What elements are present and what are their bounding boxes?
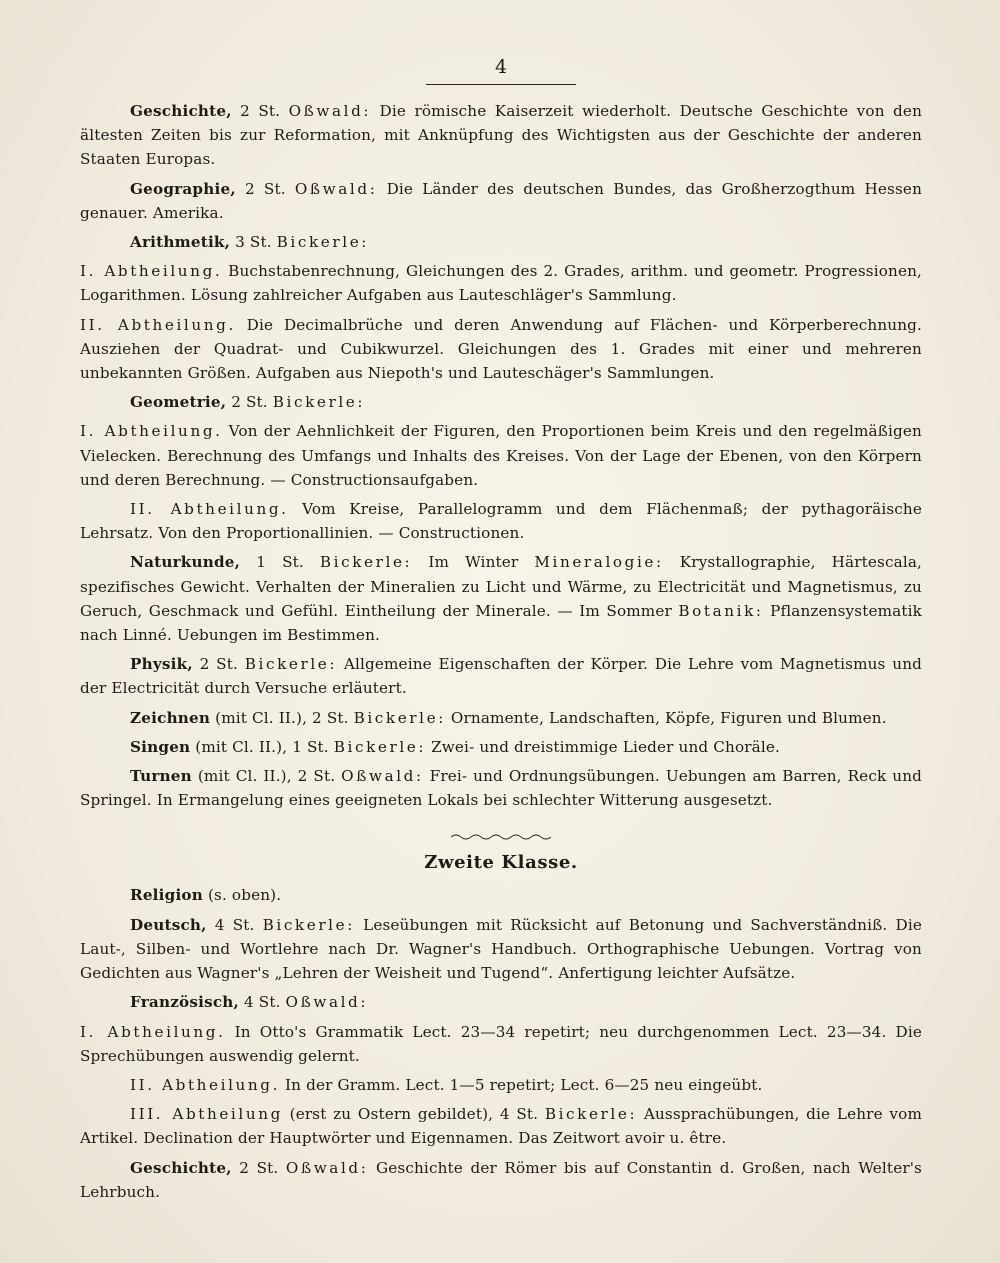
spaced-name: Bickerle: [319, 553, 413, 572]
paragraph-text: 2 St. [226, 393, 273, 412]
division-label: I. Abtheilung. [80, 262, 223, 281]
paragraph [80, 652, 922, 700]
paragraph-text: Geschichte der Römer bis auf Constantin d. Großen, nach Welter's Lehrbuch. [80, 1158, 923, 1201]
subject-heading: Physik, [130, 655, 193, 674]
subject-heading: Religion [130, 886, 203, 905]
section-divider-ornament [451, 826, 551, 834]
paragraph-text: In der Gramm. Lect. 1—5 repetirt; Lect. 6—25 neu eingeübt. [280, 1075, 763, 1094]
spaced-name: Bickerle: [333, 737, 427, 756]
paragraph-text: 4 St. [239, 993, 286, 1012]
paragraph [80, 497, 922, 545]
paragraph-text: Pflanzensystematik nach Linné. Uebungen im Bestimmen. [80, 601, 922, 645]
spaced-name: Oßwald: [288, 102, 372, 120]
paragraph [80, 1073, 922, 1097]
subject-heading: Turnen [130, 767, 192, 786]
paragraph-text: 2 St. [192, 655, 245, 674]
paragraph-text: (erst zu Ostern gebildet), 4 St. [282, 1105, 545, 1124]
section-heading: Zweite Klasse. [424, 852, 578, 874]
spaced-name: Bickerle: [353, 708, 446, 727]
paragraph [80, 230, 922, 254]
paragraph-text: Ornamente, Landschaften, Köpfe, Figuren und Blumen. [445, 708, 887, 727]
spaced-name: Bickerle: [262, 915, 355, 934]
paragraph-text: 3 St. [230, 233, 277, 252]
paragraph [80, 259, 922, 307]
paragraph [80, 913, 922, 986]
spaced-name: Bickerle: [244, 655, 338, 674]
paragraph-text: Aussprachübungen, die Lehre vom Artikel. Declination der Hauptwörter und Eigennamen. Das Zeitwort avoir u. être. [80, 1105, 923, 1148]
paragraph-text: Vom Kreise, Parallelogramm und dem Flächenmaß; der pythagoräische Lehrsatz. Von den Proportionallinien. — Constructionen. [80, 500, 923, 543]
paragraph [80, 735, 922, 759]
paragraph-text: Frei- und Ordnungsübungen. Uebungen am Barren, Reck und Springel. In Ermangelung eines geeigneten Lokals bei schlechter Witterung ausgesetzt. [80, 767, 923, 810]
spaced-name: Oßwald: [285, 993, 369, 1012]
paragraph-text: Buchstabenrechnung, Gleichungen des 2. Grades, arithm. und geometr. Progressionen, Logarithmen. Lösung zahlreicher Aufgaben aus Lauteschläger's Sammlung. [80, 262, 922, 305]
paragraph-text: Leseübungen mit Rücksicht auf Betonung und Sachverständniß. Die Laut-, Silben- und Wortlehre nach Dr. Wagner's Handbuch. Orthographische Uebungen. Vortrag von Gedichten aus Wagner's „Lehren der Weisheit und Tugend“. Anfertigung leichter Aufsätze. [80, 915, 922, 983]
paragraph-text: (mit Cl. II.), 2 St. [191, 767, 342, 786]
paragraph [80, 419, 922, 492]
paragraph [80, 990, 922, 1014]
paragraph [80, 1156, 922, 1204]
subject-heading: Naturkunde, [130, 553, 241, 572]
paragraph [80, 1020, 922, 1068]
spaced-name: Bickerle: [276, 233, 370, 252]
paragraph-text: 1 St. [240, 553, 320, 572]
subject-heading: Französisch, [130, 993, 240, 1012]
subject-heading: Geometrie, [130, 393, 227, 412]
page-body [80, 99, 922, 1204]
paragraph-text: (mit Cl. II.), 2 St. [210, 708, 354, 727]
subject-heading: Singen [130, 737, 191, 756]
subject-heading: Arithmetik, [130, 233, 231, 252]
subject-heading: Deutsch, [130, 915, 207, 934]
paragraph-text: Die römische Kaiserzeit wiederholt. Deutsche Geschichte von den ältesten Zeiten bis zur Reformation, mit Anknüpfung des Wichtigsten aus der Geschichte der anderen Staaten Europas. [80, 102, 922, 169]
paragraph [80, 390, 922, 414]
paragraph-text: (mit Cl. II.), 1 St. [190, 737, 334, 756]
paragraph-text: 2 St. [231, 102, 289, 120]
spaced-name: Botanik: [678, 601, 764, 620]
paragraph-text: 4 St. [206, 915, 263, 934]
subject-heading: Zeichnen [130, 708, 211, 727]
subject-heading: Geschichte, [130, 102, 232, 120]
subject-heading: Geographie, [130, 179, 236, 198]
division-label: II. Abtheilung. [130, 500, 289, 519]
division-label: II. Abtheilung. [80, 315, 236, 334]
spaced-name: Oßwald: [294, 179, 378, 198]
spaced-name: Oßwald: [341, 767, 424, 786]
paragraph [80, 550, 922, 647]
paragraph-text: Die Decimalbrüche und deren Anwendung auf Flächen- und Körperberechnung. Ausziehen der Quadrat- und Cubikwurzel. Gleichungen des 1. Grades mit einer und mehreren unbekannten Größen. Aufgaben aus Niepoth's und Lauteschäger's Sammlungen. [80, 315, 922, 383]
spaced-name: Oßwald: [285, 1158, 369, 1177]
division-label: I. Abtheilung. [80, 1022, 226, 1041]
paragraph [80, 764, 922, 812]
paragraph-text: Krystallographie, Härtescala, spezifisches Gewicht. Verhalten der Mineralien zu Licht und Wärme, zu Electricität und Magnetismus, zu Geruch, Geschmack und Gefühl. Eintheilung der Minerale. — Im Sommer [80, 553, 923, 620]
spaced-name: Bickerle: [544, 1105, 638, 1124]
paragraph-text: Die Länder des deutschen Bundes, das Großherzogthum Hessen genauer. Amerika. [80, 179, 923, 222]
subject-heading: Geschichte, [130, 1158, 232, 1177]
paragraph-text: Zwei- und dreistimmige Lieder und Choräle. [426, 737, 780, 756]
paragraph [80, 706, 922, 730]
page-number: 4 [494, 56, 508, 78]
paragraph-text: Von der Aehnlichkeit der Figuren, den Proportionen beim Kreis und den regelmäßigen Vielecken. Berechnung des Umfangs und Inhalts des Kreises. Von der Lage der Ebenen, von den Körpern und deren Berechnung. — Constructionsaufgaben. [80, 422, 922, 489]
division-label: II. Abtheilung. [130, 1075, 281, 1094]
paragraph-text: In Otto's Grammatik Lect. 23—34 repetirt; neu durchgenommen Lect. 23—34. Die Sprechübungen auswendig gelernt. [80, 1022, 922, 1065]
paragraph [80, 99, 922, 172]
paragraph-text: (s. oben). [202, 886, 282, 905]
division-label: III. Abtheilung [130, 1105, 283, 1124]
paragraph [80, 313, 922, 386]
paragraph-text: Im Winter [412, 553, 535, 572]
paragraph [80, 1102, 922, 1150]
division-label: I. Abtheilung. [80, 422, 223, 441]
paragraph-text: Allgemeine Eigenschaften der Körper. Die Lehre vom Magnetismus und der Electricität durch Versuche erläutert. [80, 655, 923, 698]
header-rule [426, 84, 576, 85]
paragraph [80, 883, 922, 907]
spaced-name: Mineralogie: [534, 553, 664, 572]
paragraph [80, 177, 922, 225]
spaced-name: Bickerle: [272, 393, 366, 412]
paragraph-text: 2 St. [231, 1158, 286, 1177]
paragraph-text: 2 St. [235, 179, 295, 198]
